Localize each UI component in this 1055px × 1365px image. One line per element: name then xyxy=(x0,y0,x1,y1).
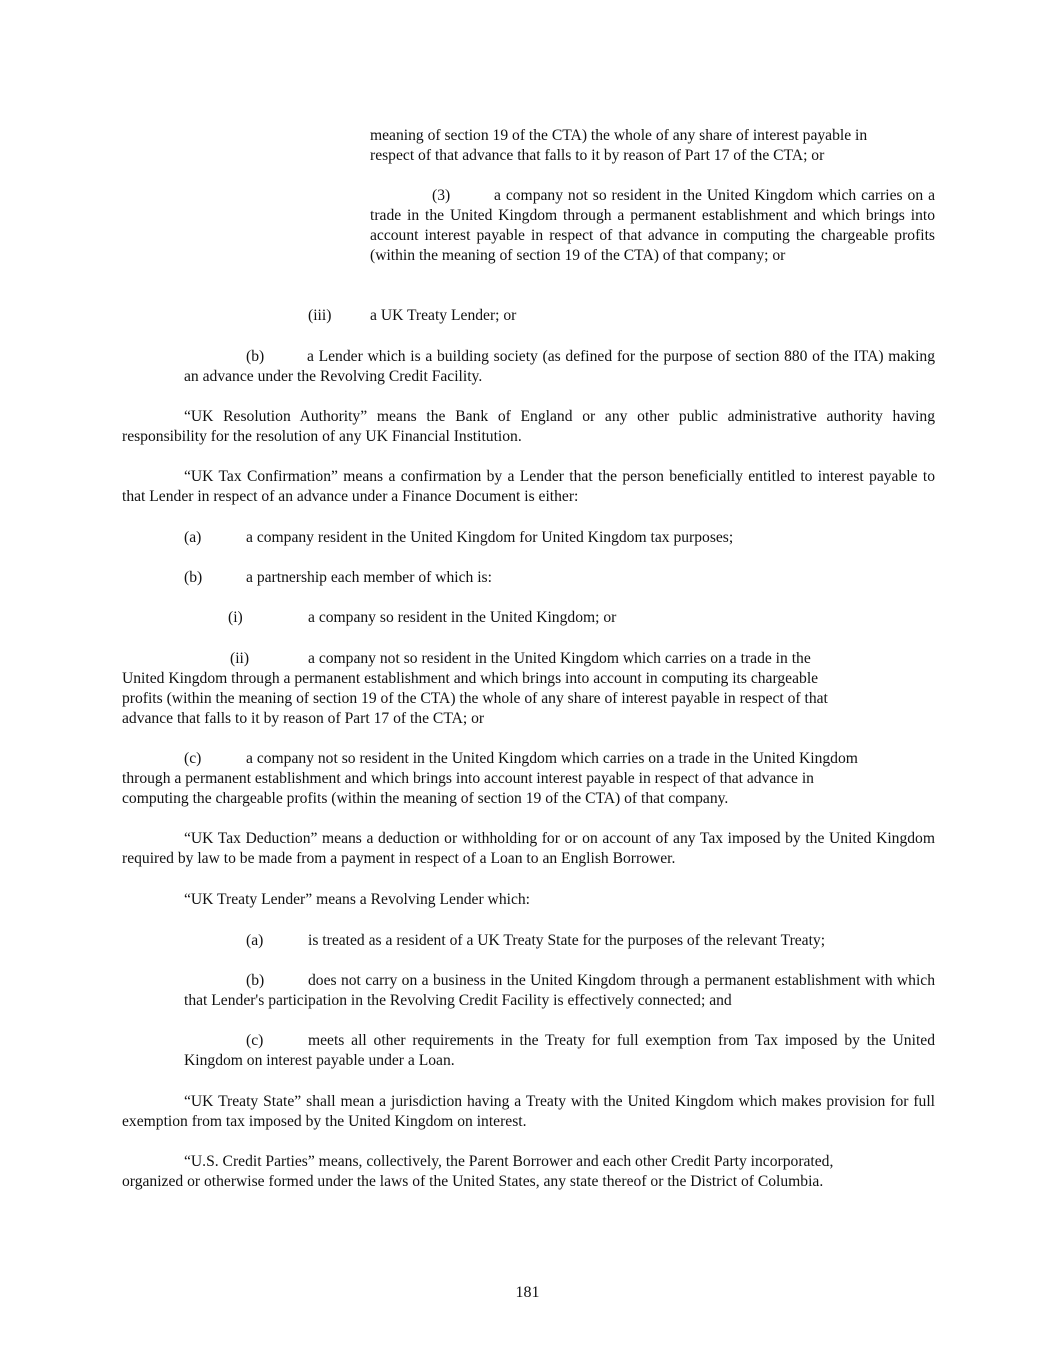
clause-label: (c) xyxy=(184,750,202,767)
text-line: (ii) a company not so resident in the United Kingdom which carries on a trade in the xyxy=(230,650,811,667)
definition-us-credit-parties xyxy=(122,1152,935,1192)
definition-text: “UK Tax Deduction” means a deduction or withholding for or on account of any Tax imposed by the United Kingdom required by law to be made from a payment in respect of a Loan to an English Borrower. xyxy=(122,830,935,867)
definition-text: “UK Resolution Authority” means the Bank of England or any other public administrative authority having responsibility for the resolution of any UK Financial Institution. xyxy=(122,408,935,445)
clause-label: (a) xyxy=(246,932,264,949)
text-line: through a permanent establishment and which brings into account interest payable in respect of that advance in xyxy=(122,770,814,787)
text-line: (c) a company not so resident in the United Kingdom which carries on a trade in the United Kingdom xyxy=(184,750,858,767)
clause-3 xyxy=(370,186,935,266)
clause-label: (b) xyxy=(246,972,265,989)
clause-label: (3) xyxy=(432,187,451,204)
clause-c xyxy=(122,749,935,809)
clause-text: a Lender which is a building society (as defined for the purpose of section 880 of the ITA) making an advance under the Revolving Credit Facility. xyxy=(184,348,935,385)
definition-text: “UK Treaty State” shall mean a jurisdiction having a Treaty with the United Kingdom which makes provision for full exemption from tax imposed by the United Kingdom on interest. xyxy=(122,1093,935,1130)
clause-label: (b) xyxy=(246,348,265,365)
definition-uk-resolution-authority xyxy=(122,407,935,447)
text-line: profits (within the meaning of section 19 of the CTA) the whole of any share of interest payable in respect of that xyxy=(122,690,828,707)
clause-text: a company so resident in the United Kingdom; or xyxy=(308,609,617,626)
clause-iii xyxy=(308,306,935,326)
definition-uk-treaty-state xyxy=(122,1092,935,1132)
clause-label: (a) xyxy=(184,529,202,546)
definition-text: “UK Treaty Lender” means a Revolving Lender which: xyxy=(184,891,530,908)
text-line: advance that falls to it by reason of Part 17 of the CTA; or xyxy=(122,710,485,727)
clause-text: a company resident in the United Kingdom for United Kingdom tax purposes; xyxy=(246,529,734,546)
definition-text: “UK Tax Confirmation” means a confirmation by a Lender that the person beneficially entitled to interest payable to that Lender in respect of an advance under a Finance Document is either: xyxy=(122,468,935,505)
clause-text: is treated as a resident of a UK Treaty State for the purposes of the relevant Treaty; xyxy=(308,932,826,949)
definition-uk-treaty-lender xyxy=(184,890,935,910)
text-line: computing the chargeable profits (within the meaning of section 19 of the CTA) of that company. xyxy=(122,790,729,807)
clause-b xyxy=(184,568,935,588)
clause-label: (i) xyxy=(228,609,243,626)
clause-text: a company not so resident in the United Kingdom which carries on a trade in the United Kingdom through a permanent establishment and which brings into account interest payable in respect of that advance in computing the chargeable profits (within the meaning of section 19 of the CTA) of that company; or xyxy=(370,187,935,264)
clause-text: a UK Treaty Lender; or xyxy=(370,307,517,324)
clause-a xyxy=(184,528,935,548)
clause-ii xyxy=(122,649,935,729)
clause-text: does not carry on a business in the United Kingdom through a permanent establishment with which that Lender's participation in the Revolving Credit Facility is effectively connected; and xyxy=(184,972,935,1009)
clause-label: (ii) xyxy=(230,650,250,667)
text-line: meaning of section 19 of the CTA) the whole of any share of interest payable in xyxy=(370,127,868,144)
clause-label: (c) xyxy=(246,1032,264,1049)
definition-uk-tax-confirmation xyxy=(122,467,935,507)
clause-b-building-society xyxy=(184,347,935,387)
paragraph-continuation xyxy=(370,126,935,166)
clause-text: meets all other requirements in the Treaty for full exemption from Tax imposed by the United Kingdom on interest payable under a Loan. xyxy=(184,1032,935,1069)
definition-uk-tax-deduction xyxy=(122,829,935,869)
text-line: United Kingdom through a permanent establishment and which brings into account in computing its chargeable xyxy=(122,670,819,687)
text-line: organized or otherwise formed under the laws of the United States, any state thereof or the District of Columbia. xyxy=(122,1173,824,1190)
clause-label: (b) xyxy=(184,569,203,586)
treaty-clause-a xyxy=(246,931,935,951)
treaty-clause-b xyxy=(184,971,935,1011)
text-line: “U.S. Credit Parties” means, collectively, the Parent Borrower and each other Credit Party incorporated, xyxy=(184,1153,834,1170)
clause-label: (iii) xyxy=(308,307,332,324)
text-line: respect of that advance that falls to it by reason of Part 17 of the CTA; or xyxy=(370,147,825,164)
page-number: 181 xyxy=(515,1284,540,1301)
clause-i xyxy=(228,608,935,628)
clause-text: a partnership each member of which is: xyxy=(246,569,492,586)
treaty-clause-c xyxy=(184,1031,935,1071)
